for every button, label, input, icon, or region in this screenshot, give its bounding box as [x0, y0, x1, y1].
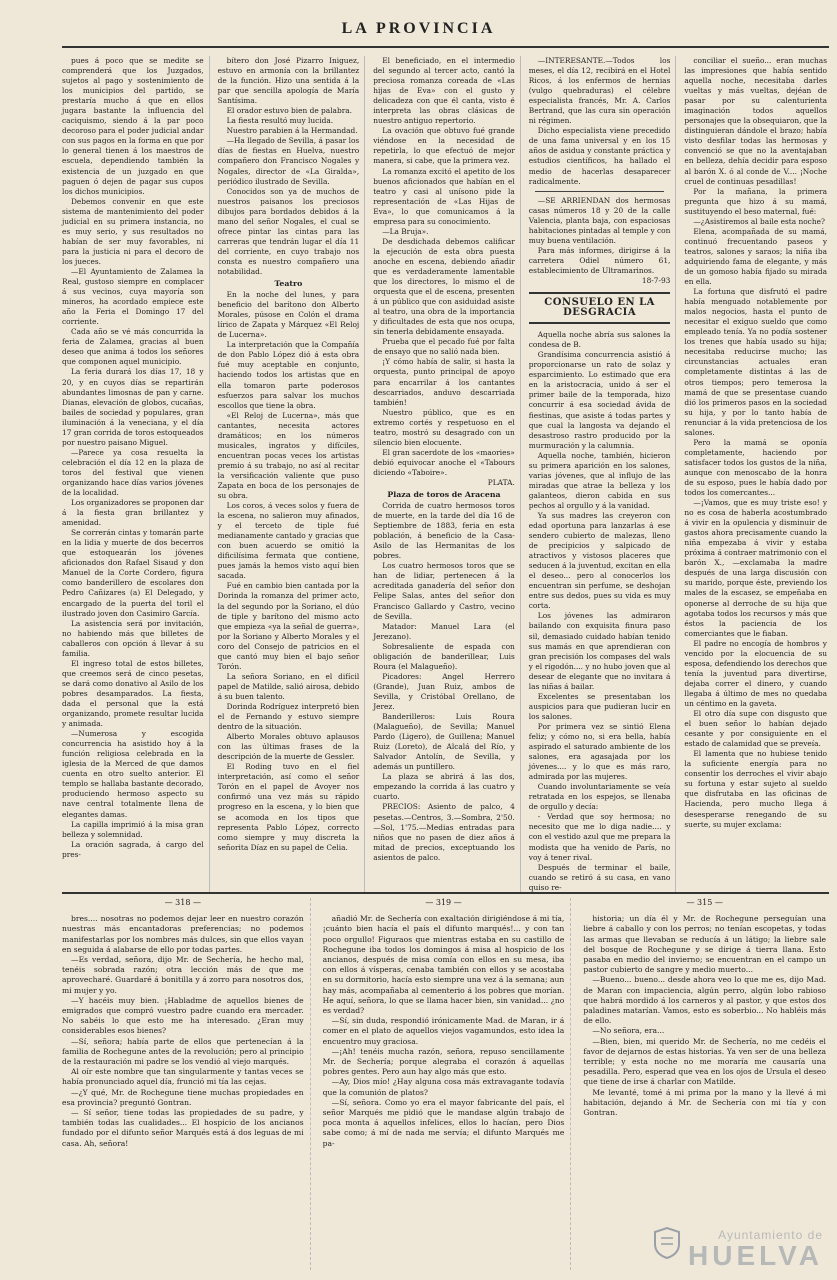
paragraph: —¡Vamos, que es muy triste eso! y no es cosa de haberla acostumbrado á vivir en la opulencia y disminuir de gastos ahora precisamente cuando la niña empezaba á vivir y estaba próxima á contraer matrimonio con el barón X., —exclamaba la madre después de una larga discusión con su marido, porque éste, previendo los males de la escasez, se empeñaba en oponerse al derroche de su hija que agotaba todos los recursos y más que éstos la paciencia de los comerciantes que le fiaban.: [684, 498, 827, 638]
page-number: — 315 —: [686, 898, 723, 907]
paragraph: Prueba que el pecado fué por falta de ensayo que no salió nada bien.: [373, 337, 515, 357]
masthead: [0, 0, 837, 44]
paragraph: Ya sus madres las creyeron con edad oportuna para lanzarlas á ese sendero cubierto de malezas, lleno de precipicios y salpicado de atractivos y vistosos placeres que seducen á la juventud, excitan en ella el deseo... pero al conocerlos los encuentran sin perfume, se deshojan entre sus dedos, pues su vida es muy corta.: [528, 510, 671, 611]
paragraph: —Ha llegado de Sevilla, á pasar los días de fiestas en Huelva, nuestro compañero don Francisco Nogales y Nogales, director de «La Giralda», periódico ilustrado de Sevilla.: [217, 136, 360, 186]
paragraph: —INTERESANTE.—Todos los meses, el día 12, recibirá en el Hotel Ricos, á los enfermos de hernias (vulgo quebraduras) el célebre especialista francés, Mr. A. Carlos Bertrand, que las cura sin operación ni régimen.: [528, 56, 671, 126]
bullfight-announcement: [373, 501, 515, 863]
paragraph: Los organizadores se proponen dar á la fiesta gran brillantez y amenidad.: [62, 498, 204, 528]
paragraph: bítero don José Pizarro Iniguez, estuvo en armonía con la brillantez de la función. Hizo una sentida á la par que sencilla apología de María Santísima.: [217, 56, 360, 106]
paragraph: La interpretación que la Compañía de don Pablo López dió á esta obra fué muy aceptable en conjunto, haciendo todos los artistas que en ella tomaron parte poderosos esfuerzos para salvar los muchos escollos que tiene la obra.: [217, 340, 360, 410]
paragraph: Aquella noche abría sus salones la condesa de B.: [528, 330, 671, 350]
paragraph: El lamenta que no hubiese tenido la suficiente energía para no consentir los derroches el vivir abajo su fortuna y estar sujeto al sueldo que disfrutaba en las oficinas de Hacienda, pero mucho llega á desesperarse renegando de su suerte, su mujer exclama:: [684, 749, 827, 829]
paragraph: Matador: Manuel Lara (el Jerezano).: [373, 621, 515, 641]
paragraph: ¡Y cómo había de salir, si hasta la orquesta, punto principal de apoyo para encarrilar á los cantantes descarriados, anduvo descarriada también!: [373, 357, 515, 407]
divider: [535, 191, 665, 192]
paragraph: añadió Mr. de Sechería con exaltación dirigiéndose á mi tía, ¡cuánto bien hacía el país el difunto marqués!... y con tan poco orgullo! Figuraos que mientras estaba en su castillo de Rochegune iba todos los domingos á misa al hospicio de los ancianos, después de misa comía con ellos en su mesa, iba con ellos á vísperas, cenaba también con ellos y se acostaba en su dormitorio, hacía esto siempre una vez á la semana; aun hay más, acompañaba al cementerio á los pobres que morían. He aquí, señora, lo que se llama hacer bien, sin vanidad... ¿no es verdad?: [322, 914, 565, 1016]
paragraph: «El Reloj de Lucerna», más que cantantes, necesita actores dramáticos; en los números musicales, ingratos y difíciles, encuentran pocas veces los artistas premio á su trabajo, no así al recitar la versificación valiente que puso Zapata en boca de los personajes de su obra.: [217, 410, 360, 501]
paragraph: El otro día supe con disgusto que el buen señor lo habían dejado cesante y por consiguiente en el estado de calamidad que se preveía.: [684, 709, 827, 749]
paragraph: —Parece ya cosa resuelta la celebración el día 12 en la plaza de toros del festival que vienen organizando hace días varios jóvenes de la localidad.: [62, 447, 204, 498]
paragraph: Me levanté, tomé á mi prima por la mano y la llevé á mi habitación, dejando á Mr. de Sechería con mi tía y con Gontran.: [583, 1087, 826, 1118]
paragraph: Banderilleros: Luis Roura (Malagueño), de Sevilla; Manuel Pardo (Ligero), de Guillena; Manuel Ruiz (Loreto), de Alcalá del Río, y Salvador Antolín, de Sevilla, y además un puntillero.: [373, 712, 515, 772]
paragraph: Por la mañana, la primera pregunta que hizo á su mamá, sustituyendo el beso maternal, fué:: [684, 186, 827, 216]
paragraph: Al oír este nombre que tan singularmente y tantas veces se había pronunciado aquel día, frunció mi tía las cejas.: [62, 1067, 304, 1087]
theatre-review: [218, 290, 360, 853]
watermark-line-2: HUELVA: [688, 1240, 823, 1271]
signature: PLATA.: [487, 477, 515, 487]
paragraph: Aquella noche, también, hicieron su primera aparición en los salones, varias jóvenes, que al influjo de las miradas que atrae la belleza y los galanteos, dieron cabida en sus pechos al orgullo y á la vanidad.: [528, 450, 671, 510]
paragraph: pues á poco que se medite se comprenderá que los Juzgados, sujetos al pago y sostenimiento de los municipios del partido, se prestaría mucho á que en ellos jugara bastante la influencia del caciquismo, siendo á la par poco decoroso para el poder judicial andar con sus pagos en la forma en que por lo general tienen á los maestros de escuela, dependiendo también la existencia de un juzgado en que paguen ó dejen de pagar sus cupos los dichos municipios.: [62, 56, 204, 196]
paragraph: El Roding tuvo en el fiel interpretación, así como el señor Torón en el papel de Avoyer nos confirmó una vez más su rápido progreso en la escena, y lo bien que se acomoda en los tipos que representa Pablo López, correcto como siempre y muy discreta la señorita Díaz en su papel de Celia.: [217, 762, 360, 852]
paragraph: —Numerosa y escogida concurrencia ha asistido hoy á la función religiosa celebrada en la iglesia de la Merced de que damos cuenta en otro suelto anterior. El templo se hallaba bastante decorado, produciendo hermoso aspecto su nave central totalmente llena de elegantes damas.: [62, 729, 204, 819]
top-column-1: [62, 56, 210, 893]
paragraph: —¿Y qué, Mr. de Rochegune tiene muchas propiedades en esa provincia? preguntó Gontran.: [62, 1087, 304, 1107]
paragraph: El gran sacerdote de los «maories» debió equivocar anoche el «Tabours diciendo «Taboire».: [373, 447, 515, 477]
theatre-heading: Teatro: [274, 279, 303, 289]
serial-column-2: [323, 898, 572, 1270]
paragraph: —Sí, sin duda, respondió irónicamente Mad. de Maran, ir á comer en el plato de aquellos viejos vagamundos, esto idea la encuentro muy graciosa.: [322, 1016, 565, 1046]
paragraph: Dicho especialista viene precedido de una fama universal y en los 15 años de asidua y constante práctica y estudios científicos, ha hallado el medio de hacerlas desaparecer radicalmente.: [528, 126, 671, 186]
serial-divider: [62, 892, 829, 894]
paragraph: Nuestro público, que es en extremo cortés y respetuoso en el teatro, mostró su desagrado con un silencio bien elocuente.: [373, 407, 515, 447]
paragraph: — Sí señor, tiene todas las propiedades de su padre, y también todas las cualidades... El hospicio de los ancianos fundado por el difunto señor Marqués está á dos leguas de mi casa. Ah, señora!: [62, 1108, 304, 1148]
page-number: — 318 —: [164, 898, 201, 907]
paragraph: Pero la mamá se oponía completamente, haciendo por satisfacer todos los gustos de la niña, aunque con menoscabo de la honra de su esposo, pues le había dado por todos los comercantes...: [684, 437, 827, 498]
column-2-text: [218, 56, 360, 277]
serial-column-3: [583, 898, 832, 1270]
paragraph: Los jóvenes las admiraron bailando con exquisita finura paso sil, demasiado cuidado habían tenido sus mamás en que aprendieran con gran precisión los compases del wals y el rigodón.... y no hubo joven que al desear de elegante que no invitara á las niñas á bailar.: [528, 611, 671, 691]
paragraph: El beneficiado, en el intermedio del segundo al tercer acto, cantó la preciosa romanza coreada de «Las hijas de Eva» con el gusto y delicadeza con que él canta, visto é interpreta las obras clásicas de nuestro antiguo repertorio.: [373, 56, 515, 126]
paragraph: Por primera vez se sintió Elena feliz; y cómo no, si era bella, había aspirado el saturado ambiente de los salones, era agasajada por los jóvenes.... y lo que es más raro, admirada por las mujeres.: [528, 721, 671, 782]
paragraph: —El Ayuntamiento de Zalamea la Real, gustoso siempre en complacer á sus vecinos, cuya mayoría son mineros, ha acordado empiece este año la Feria el Domingo 17 del corriente.: [62, 266, 204, 327]
serial-columns: [62, 898, 832, 1270]
top-column-2: [218, 56, 366, 893]
paragraph: Para más informes, dirigirse á la carretera Odiel número 61, establecimiento de Ultramarinos.: [528, 245, 671, 275]
paragraph: En la noche del lunes, y para beneficio del barítono don Alberto Morales, púsose en Colón el drama lírico de Zapata y Márquez «El Reloj de Lucerna».: [217, 290, 360, 340]
paragraph: —Sí, señora. Como yo era el mayor fabricante del país, el señor Marqués me pidió que le mandase algún trabajo de poca monta á aquellos infelices, ellos lo hacían, pero Dios sabe como; á mí de nada me servía; el difunto Marqués me pa-: [322, 1097, 565, 1148]
paragraph: La oración sagrada, á cargo del pres-: [62, 839, 204, 859]
paragraph: La romanza excitó el apetito de los buenos aficionados que habían en el teatro y casi al unísono pide la representación de «Las Hijas de Eva», lo que comunicamos á la empresa para su conocimiento.: [373, 166, 515, 226]
paragraph: Grandísima concurrencia asistió á proporcionarse un rato de solaz y esparcimiento. Lo estimado que era en la aristocracia, unido á ser el primer baile de la temporada, hizo concurrir á esa sociedad ávida de fiestinas, que asiste á todas partes y que cual la langosta va dejando el desastroso rastro producido por la murmuración y la calumnia.: [528, 350, 671, 450]
paragraph: Conocidos son ya de muchos de nuestros paisanos los preciosos dibujos para bordados debidos á la mano del señor Nogales, el cual se ofrece pintar las cintas para las carreras que tendrán lugar el día 11 del corriente, en cuyo trabajo nos consta es nuestro compañero una notabilidad.: [217, 186, 360, 276]
top-column-3: [373, 56, 521, 893]
city-crest-icon: [647, 1228, 687, 1258]
paragraph: Los cuatro hermosos toros que se han de lidiar, pertenecen á la acreditada ganadería del señor don Felipe Salas, antes del señor don Francisco Gallardo y Castro, vecino de Sevilla.: [373, 561, 515, 621]
watermark-line-1: Ayuntamiento de: [718, 1228, 823, 1242]
paragraph: De desdichada debemos calificar la ejecución de esta obra puesta anoche en escena, debiendo añadir que es verdaderamente lamentable que los directores, lo mismo el de orquesta que el de escena, presenten á un público que con asiduidad asiste al teatro, una obra de la importancia y dificultades de esta que nos ocupa, sin tenerla debidamente ensayada.: [373, 236, 515, 337]
paragraph: Los coros, á veces solos y fuera de la escena, no salieron muy afinados, y el terceto de tiple fué medianamente cantado y gracias que con buen acuerdo se omitió la dificilísima fermata que contiene, pues jamás la hemos visto aquí bien sacada.: [217, 501, 360, 581]
serial-text: [583, 914, 826, 1118]
story-text: [529, 330, 671, 893]
paragraph: La capilla imprimió á la misa gran belleza y solemnidad.: [62, 819, 204, 839]
paragraph: La ovación que obtuvo fué grande viéndose en la necesidad de repetirla, lo que efectuó de mejor manera, si cabe, que la primera vez.: [373, 126, 515, 166]
paragraph: —Y hacéis muy bien. ¡Habladme de aquellos bienes de emigrados que compró vuestro padre cuando era mercader. No sabéis lo que esto me ha interesado. ¿Eran muy considerables esos bienes?: [62, 995, 304, 1036]
paragraph: Debemos convenir en que este sistema de mantenimiento del poder judicial en su primera instancia, no es muy serio, y sus resultados no habían de ser muy favorables, ni para la justicia ni para el decoro de los jueces.: [62, 196, 204, 266]
paragraph: Sobresaliente de espada con obligación de banderillear, Luis Roura (el Malagueño).: [373, 641, 515, 671]
paragraph: - Verdad que soy hermosa; no necesito que me lo diga nadie.... y con el vestido azul que me prepara la modista que ha venido de París, no voy á tener rival.: [528, 812, 671, 862]
paragraph: —Bien, bien, mi querido Mr. de Sechería, no me cedéis el favor de dejarnos de estas historias. Ya ven ser de una belleza terrible; y esta noche no me moraría me causaría una pesadilla. Pero, esperad que vea en los ojos de Ursula el deseo que tiene de irse á charlar con Matilde.: [583, 1036, 826, 1087]
serial-text: [62, 914, 304, 1149]
paragraph: —Ay, Dios mío! ¿Hay alguna cosa más extravagante todavía que la comunión de platos?: [322, 1077, 565, 1097]
rental-ad: [529, 196, 671, 276]
column-3-text: [373, 56, 515, 478]
paragraph: La fortuna que disfrutó el padre había menguado notablemente por malos negocios, hasta el punto de necesitar el exiguo sueldo que como empleado tenía. Ya no podía sostener los trenes que había usado su hija; necesitaba reducirse mucho; las circunstancias actuales eran completamente distintas á las de otros tiempos; pero temerosa la mamá de que se presentase cuando dió los primeros pasos en la sociedad su hija, y por lo tanto había de renunciar á la vida pretenciosa de los salones.: [684, 287, 827, 437]
paragraph: La señora Soriano, en el difícil papel de Matilde, salió airosa, debido á su buen talento.: [217, 671, 360, 701]
paragraph: conciliar el sueño... eran muchas las impresiones que había sentido aquella noche, necesitaba darles vueltas y más vueltas, dejéan de pasar por su calenturienta imaginación todos aquellos personajes que la obsequiaron, que la distinguieran dándole el brazo; había visto desfilar todas las hermosas y convenció se que no la aventajaban en belleza, dehía decidir para esposo al barón X. ó al conde de V.... ¡Noche cruel de continuas pesadillas!: [684, 56, 827, 186]
paragraph: Alberto Morales obtuvo aplausos con las últimas frases de la descripción de la muerte de Gessler.: [217, 732, 360, 762]
top-columns: [62, 56, 832, 892]
paragraph: Excelentes se presentaban los auspicios para que pudieran lucir en los salones.: [528, 691, 671, 721]
paragraph: —Es verdad, señora, dijo Mr. de Sechería, he hecho mal, tenéis sobrada razón; otra lección más de que me aprovecharé. Guardaré á bonitilla y á zorro para nosotros dos, mi mujer y yo.: [62, 955, 304, 995]
paragraph: —Bueno... bueno... desde ahora veo lo que me es, dijo Mad. de Maran con impaciencia, algún perro, algún lobo rabioso que habrá mordido á los carneros y al pastor, y que estos dos paladines matarían. Vamos, esto es soberbio... No habléis más de ello.: [583, 975, 826, 1026]
paragraph: —¡Ah! tenéis mucha razón, señora, repuso sencillamente Mr. de Sechería; porque alegraba el corazón á aquellas pobres gentes. Pero aun hay algo más que esto.: [322, 1046, 565, 1077]
paragraph: La fiesta resultó muy lucida.: [226, 116, 334, 126]
archive-watermark: [688, 1228, 823, 1270]
paragraph: bres.... nosotras no podemos dejar leer en nuestro corazón nuestras más encantadoras preferencias; no podemos manifestarlas por los nombres más dulces, sin que ellos vayan en seguida á alabarse de ello por todas partes.: [62, 914, 304, 954]
paragraph: Se correrán cintas y tomarán parte en la lidia y muerte de dos becerros que estoquearán los jóvenes aficionados don Rafael Sisaud y don Manuel de la Corte Cordero, figura como banderillero de escolares don Pedro Cañizares (a) El Delegado, y encargado de la puerta del toril el ilustrado joven don Casimiro García.: [62, 528, 204, 618]
notice-interesante: [529, 56, 671, 187]
paragraph: Después de terminar el baile, cuando se retiró á su casa, en vano quiso re-: [528, 862, 671, 892]
paragraph: Dorinda Rodríguez interpretó bien el de Fernando y estuvo siempre dentro de la situación.: [217, 702, 360, 732]
paragraph: El padre no encogía de hombros y vencido por la elocuencia de su esposa, defendiendo los derechos que tenía la juventud para divertirse, dejaba correr el dinero, y cuando llegaba á último de mes no quedaba un céntimo en la gaveta.: [684, 638, 827, 708]
paragraph: PRECIOS: Asiento de palco, 4 pesetas.—Centros, 3.—Sombra, 2'50.—Sol, 1'75.—Medias entradas para niños que no pasen de diez años á mitad de precios, exceptuando los asientos de palco.: [373, 802, 515, 862]
paragraph: —¿Asistiremos al baile esta noche?: [693, 216, 825, 226]
top-column-5: [684, 56, 832, 893]
paragraph: Nuestro parabien á la Hermandad.: [226, 126, 358, 136]
paragraph: Fué en cambio bien cantada por la Dorinda la romanza del primer acto, la del segundo por la Soriano, el dúo de tiple y barítono del mismo acto que empieza «ya la señal de guerra», por la Soriano y Alberto Morales y el coro del Consejo de patricios en el que cantó muy bien el bajo señor Torón.: [217, 581, 360, 671]
paragraph: La asistencia será por invitación, no habiendo más que billetes de caballeros con opción á llevar á su familia.: [62, 618, 204, 658]
serial-column-1: [62, 898, 311, 1270]
masthead-rule: [62, 46, 829, 48]
ad-code: 18-7-93: [641, 275, 671, 285]
paragraph: Corrida de cuatro hermosos toros de muerte, en la tarde del día 16 de Septiembre de 1883, feria en esta población, á beneficio de la Casa-Asilo de las Hermanitas de los pobres.: [373, 501, 515, 561]
paragraph: Cuando involuntariamente se veía retratada en los espejos, se llenaba de orgullo y decía:: [528, 782, 671, 812]
paragraph: —La Bruja».: [382, 226, 429, 236]
top-column-4: [529, 56, 677, 893]
page-number: — 319 —: [425, 898, 462, 907]
paragraph: La feria durará los días 17, 18 y 20, y en cuyos días se repartirán abundantes limosnas de pan y carne. Dianas, elevación de globos, cucañas, bailes de sociedad y populares, gran iluminación á la veneciana, y el día 17 gran corrida de toros estoqueados por nuestro paisano Miguel.: [62, 367, 204, 447]
paragraph: historia; un día él y Mr. de Rochegune perseguían una liebre á caballo y con los perros; no tenían escopetas, y todas las armas que llevaban se reducía á un látigo; la liebre sale del bosque de Rochegune y se dirige á tierra llana. Esto pasaba en medio del invierno; se encuentran en el campo un pastor cubierto de sangre y medio muerto...: [583, 914, 826, 975]
paragraph: —Sí, señora; había parte de ellos que pertenecían á la familia de Rochegune antes de la revolución; pero al principio de la restauración mi padre se los vendió al viejo marqués.: [62, 1036, 304, 1067]
newspaper-title: LA PROVINCIA: [341, 20, 496, 37]
paragraph: El orador estuvo bien de palabra.: [226, 106, 352, 116]
story-heading: CONSUELO EN LA DESGRACIA: [529, 292, 671, 324]
bullfight-heading: Plaza de toros de Aracena: [387, 490, 501, 500]
paragraph: Picadores: Angel Herrero (Grande), Juan Ruiz, ambos de Sevilla, y Cristóbal Orellano, de Jerez.: [373, 671, 515, 711]
serial-text: [323, 914, 565, 1149]
paragraph: —No señora, era...: [592, 1026, 665, 1036]
paragraph: El ingreso total de estos billetes, que creemos será de cinco pesetas, se dará como donativo al Asilo de los pobres desamparados. La fiesta, dada el personal que la está organizando, promete resultar lucida y animada.: [62, 658, 204, 729]
paragraph: Cada año se vé más concurrida la feria de Zalamea, gracias al buen deseo que anima á todos los señores que componen aquel municipio.: [62, 327, 204, 367]
paragraph: —SE ARRIENDAN dos hermosas casas números 18 y 20 de la calle Valencia, planta baja, con espaciosas habitaciones pintadas al temple y con muy buena ventilación.: [528, 195, 671, 245]
paragraph: La plaza se abrirá á las dos, empezando la corrida á las cuatro y cuarto.: [373, 772, 515, 802]
paragraph: Elena, acompañada de su mamá, continuó frecuentando paseos y teatros, salones y saraos; la niña iba adquiriendo fama de elegante, y más de un gomoso había fijado su mirada en ella.: [684, 226, 827, 287]
